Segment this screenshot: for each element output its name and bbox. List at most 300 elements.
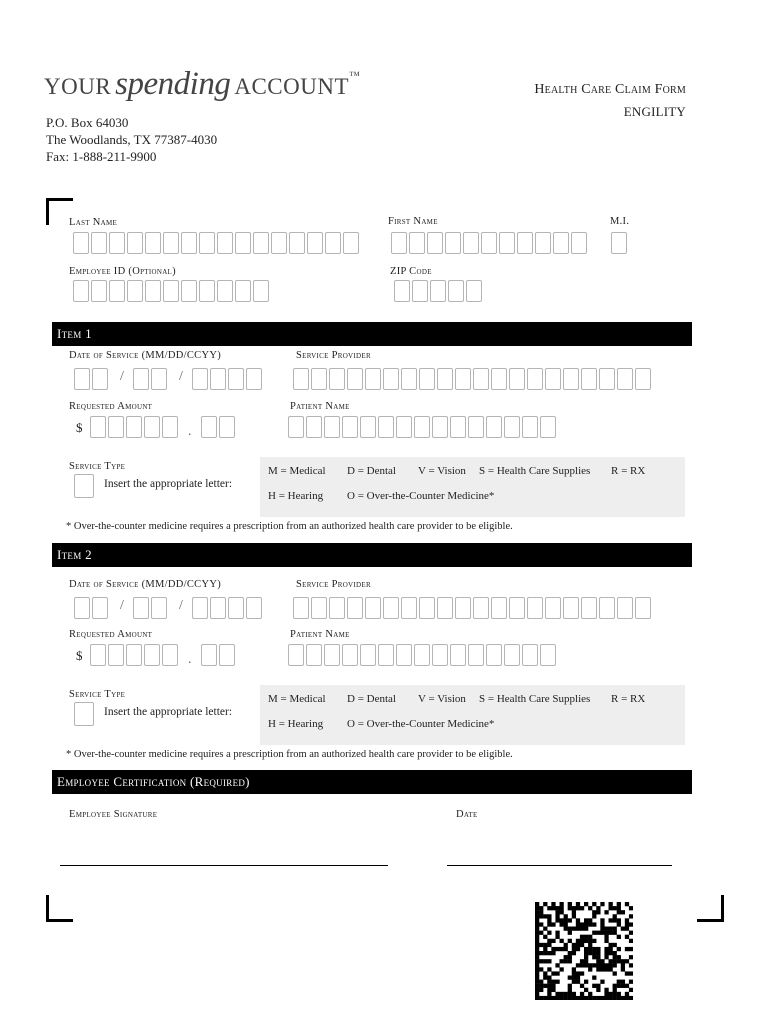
char-box[interactable]: [289, 232, 305, 254]
item-2-patient-field[interactable]: [288, 644, 558, 668]
char-box[interactable]: [504, 416, 520, 438]
char-box[interactable]: [311, 597, 327, 619]
char-box[interactable]: [219, 644, 235, 666]
char-box[interactable]: [401, 597, 417, 619]
barcode-module: [600, 980, 604, 984]
char-box[interactable]: [450, 644, 466, 666]
char-box[interactable]: [246, 597, 262, 619]
barcode-module: [535, 927, 539, 931]
item-1-patient-field[interactable]: [288, 416, 558, 440]
char-box[interactable]: [91, 232, 107, 254]
barcode-module: [539, 967, 543, 971]
barcode-module: [592, 951, 596, 955]
item-2-year-field[interactable]: [192, 597, 264, 621]
char-box[interactable]: [144, 416, 160, 438]
code-otc: O = Over-the-Counter Medicine*: [347, 490, 495, 502]
barcode-module: [547, 951, 551, 955]
barcode-module: [629, 947, 633, 951]
barcode-module: [535, 988, 539, 992]
item-2-service-type-label: Service Type: [69, 689, 126, 700]
char-box[interactable]: [329, 368, 345, 390]
barcode-module: [560, 902, 564, 906]
char-box[interactable]: [109, 232, 125, 254]
item-2-patient-label: Patient Name: [290, 629, 350, 640]
char-box[interactable]: [509, 597, 525, 619]
barcode-module: [613, 988, 617, 992]
char-box[interactable]: [342, 416, 358, 438]
barcode-module: [596, 906, 600, 910]
char-box[interactable]: [217, 280, 233, 302]
barcode-module: [535, 931, 539, 935]
barcode-module: [592, 902, 596, 906]
barcode-module: [572, 947, 576, 951]
char-box[interactable]: [448, 280, 464, 302]
barcode-module: [551, 906, 555, 910]
barcode-module: [539, 951, 543, 955]
item-2-day-field[interactable]: [133, 597, 169, 621]
char-box[interactable]: [144, 644, 160, 666]
item-1-year-field[interactable]: [192, 368, 264, 392]
first-name-field[interactable]: [391, 232, 589, 256]
barcode-module: [564, 947, 568, 951]
barcode-module: [551, 980, 555, 984]
barcode-module: [580, 996, 584, 1000]
char-box[interactable]: [365, 368, 381, 390]
barcode-module: [600, 959, 604, 963]
barcode-module: [535, 918, 539, 922]
char-box[interactable]: [427, 232, 443, 254]
barcode-module: [543, 943, 547, 947]
char-box[interactable]: [499, 232, 515, 254]
item-2-date-slash-2: /: [179, 598, 183, 613]
char-box[interactable]: [412, 280, 428, 302]
char-box[interactable]: [342, 644, 358, 666]
char-box[interactable]: [437, 597, 453, 619]
char-box[interactable]: [486, 416, 502, 438]
zip-code-field[interactable]: [394, 280, 484, 304]
char-box[interactable]: [192, 597, 208, 619]
corner-mark-bottom-right: [697, 895, 724, 922]
barcode-module: [596, 931, 600, 935]
char-box[interactable]: [181, 280, 197, 302]
char-box[interactable]: [527, 597, 543, 619]
char-box[interactable]: [396, 644, 412, 666]
barcode-module: [560, 947, 564, 951]
char-box[interactable]: [450, 416, 466, 438]
barcode-module: [551, 939, 555, 943]
item-1-provider-label: Service Provider: [296, 350, 371, 361]
char-box[interactable]: [306, 644, 322, 666]
char-box[interactable]: [126, 644, 142, 666]
char-box[interactable]: [288, 644, 304, 666]
char-box[interactable]: [199, 280, 215, 302]
char-box[interactable]: [192, 368, 208, 390]
barcode-module: [564, 992, 568, 996]
barcode-module: [535, 935, 539, 939]
char-box[interactable]: [635, 368, 651, 390]
barcode-module: [535, 914, 539, 918]
barcode-module: [572, 980, 576, 984]
char-box[interactable]: [491, 368, 507, 390]
barcode-module: [555, 980, 559, 984]
item-1-service-type-field[interactable]: [74, 474, 96, 498]
barcode-module: [600, 922, 604, 926]
char-box[interactable]: [253, 232, 269, 254]
char-box[interactable]: [271, 232, 287, 254]
char-box[interactable]: [324, 416, 340, 438]
barcode-module: [547, 943, 551, 947]
barcode-module: [539, 980, 543, 984]
char-box[interactable]: [419, 368, 435, 390]
barcode-module: [604, 963, 608, 967]
logo-word-your: YOUR: [44, 74, 112, 99]
barcode-module: [568, 939, 572, 943]
char-box[interactable]: [92, 368, 108, 390]
barcode-module: [564, 943, 568, 947]
char-box[interactable]: [522, 644, 538, 666]
barcode-module: [568, 951, 572, 955]
char-box[interactable]: [201, 416, 217, 438]
barcode-module: [555, 935, 559, 939]
barcode-module: [535, 955, 539, 959]
barcode-module: [572, 943, 576, 947]
char-box[interactable]: [391, 232, 407, 254]
barcode-module: [576, 906, 580, 910]
char-box[interactable]: [126, 416, 142, 438]
char-box[interactable]: [133, 597, 149, 619]
item-1-month-field[interactable]: [74, 368, 110, 392]
char-box[interactable]: [473, 597, 489, 619]
char-box[interactable]: [293, 597, 309, 619]
barcode-module: [596, 951, 600, 955]
item-1-provider-field[interactable]: [293, 368, 653, 392]
barcode-module: [535, 947, 539, 951]
barcode-module: [613, 955, 617, 959]
char-box[interactable]: [383, 368, 399, 390]
char-box[interactable]: [133, 368, 149, 390]
barcode-module: [580, 927, 584, 931]
barcode-module: [535, 910, 539, 914]
employee-id-field[interactable]: [73, 280, 271, 304]
char-box[interactable]: [409, 232, 425, 254]
char-box[interactable]: [360, 644, 376, 666]
middle-initial-field[interactable]: [611, 232, 629, 256]
barcode-module: [539, 906, 543, 910]
barcode-module: [592, 910, 596, 914]
char-box[interactable]: [73, 232, 89, 254]
char-box[interactable]: [545, 368, 561, 390]
char-box[interactable]: [253, 280, 269, 302]
char-box[interactable]: [468, 644, 484, 666]
barcode-module: [543, 959, 547, 963]
code-vision: V = Vision: [418, 693, 466, 705]
char-box[interactable]: [635, 597, 651, 619]
logo-word-account: ACCOUNT: [234, 74, 350, 99]
char-box[interactable]: [145, 280, 161, 302]
barcode-module: [564, 918, 568, 922]
char-box[interactable]: [545, 597, 561, 619]
barcode-module: [629, 996, 633, 1000]
code-dental: D = Dental: [347, 693, 396, 705]
code-hearing: H = Hearing: [268, 718, 324, 730]
item-1-date-label: Date of Service (MM/DD/CCYY): [69, 350, 222, 361]
char-box[interactable]: [466, 280, 482, 302]
barcode-module: [560, 910, 564, 914]
barcode-module: [588, 992, 592, 996]
barcode-module: [572, 927, 576, 931]
char-box[interactable]: [491, 597, 507, 619]
char-box[interactable]: [228, 368, 244, 390]
barcode-module: [535, 951, 539, 955]
char-box[interactable]: [581, 597, 597, 619]
signature-label: Employee Signature: [69, 809, 158, 820]
signature-line[interactable]: [60, 865, 388, 866]
char-box[interactable]: [414, 644, 430, 666]
char-box[interactable]: [151, 597, 167, 619]
char-box[interactable]: [540, 644, 556, 666]
char-box[interactable]: [563, 597, 579, 619]
char-box[interactable]: [437, 368, 453, 390]
barcode-module: [535, 959, 539, 963]
char-box[interactable]: [540, 416, 556, 438]
item-1-header: Item 1: [52, 322, 692, 346]
char-box[interactable]: [210, 368, 226, 390]
barcode-module: [617, 980, 621, 984]
char-box[interactable]: [74, 368, 90, 390]
char-box[interactable]: [127, 280, 143, 302]
barcode-module: [617, 902, 621, 906]
barcode-module: [609, 959, 613, 963]
char-box[interactable]: [347, 597, 363, 619]
barcode-module: [596, 967, 600, 971]
char-box[interactable]: [181, 232, 197, 254]
barcode-module: [568, 984, 572, 988]
barcode-module: [596, 955, 600, 959]
barcode-module: [543, 984, 547, 988]
char-box[interactable]: [73, 280, 89, 302]
char-box[interactable]: [468, 416, 484, 438]
char-box[interactable]: [90, 644, 106, 666]
char-box[interactable]: [553, 232, 569, 254]
company-name: ENGILITY: [623, 104, 686, 119]
char-box[interactable]: [378, 416, 394, 438]
char-box[interactable]: [504, 644, 520, 666]
address-line-2: The Woodlands, TX 77387-4030: [46, 132, 218, 147]
barcode-module: [613, 906, 617, 910]
barcode-module: [584, 996, 588, 1000]
char-box[interactable]: [527, 368, 543, 390]
barcode-module: [609, 931, 613, 935]
char-box[interactable]: [571, 232, 587, 254]
char-box[interactable]: [611, 232, 627, 254]
employee-id-label: Employee ID (Optional): [69, 266, 176, 277]
item-2-cents-field[interactable]: [201, 644, 237, 668]
char-box[interactable]: [617, 597, 633, 619]
char-box[interactable]: [127, 232, 143, 254]
char-box[interactable]: [473, 368, 489, 390]
barcode-module: [604, 939, 608, 943]
char-box[interactable]: [210, 597, 226, 619]
char-box[interactable]: [201, 644, 217, 666]
barcode-module: [543, 971, 547, 975]
char-box[interactable]: [324, 644, 340, 666]
char-box[interactable]: [343, 232, 359, 254]
char-box[interactable]: [522, 416, 538, 438]
char-box[interactable]: [199, 232, 215, 254]
char-box[interactable]: [563, 368, 579, 390]
char-box[interactable]: [535, 232, 551, 254]
char-box[interactable]: [162, 416, 178, 438]
char-box[interactable]: [288, 416, 304, 438]
char-box[interactable]: [432, 416, 448, 438]
char-box[interactable]: [311, 368, 327, 390]
char-box[interactable]: [419, 597, 435, 619]
char-box[interactable]: [92, 597, 108, 619]
char-box[interactable]: [235, 232, 251, 254]
barcode-module: [625, 918, 629, 922]
char-box[interactable]: [325, 232, 341, 254]
char-box[interactable]: [228, 597, 244, 619]
char-box[interactable]: [517, 232, 533, 254]
item-2-header: Item 2: [52, 543, 692, 567]
barcode-module: [576, 996, 580, 1000]
item-1-dollars-field[interactable]: [90, 416, 180, 440]
char-box[interactable]: [414, 416, 430, 438]
char-box[interactable]: [91, 280, 107, 302]
char-box[interactable]: [360, 416, 376, 438]
item-2-provider-field[interactable]: [293, 597, 653, 621]
barcode-module: [588, 918, 592, 922]
barcode-module: [555, 914, 559, 918]
barcode-module: [584, 939, 588, 943]
item-1-cents-field[interactable]: [201, 416, 237, 440]
barcode-module: [621, 980, 625, 984]
char-box[interactable]: [151, 368, 167, 390]
char-box[interactable]: [235, 280, 251, 302]
barcode-module: [592, 947, 596, 951]
char-box[interactable]: [396, 416, 412, 438]
barcode-module: [617, 922, 621, 926]
barcode-module: [551, 902, 555, 906]
barcode-module: [564, 996, 568, 1000]
barcode-module: [551, 988, 555, 992]
barcode-module: [551, 996, 555, 1000]
char-box[interactable]: [74, 597, 90, 619]
barcode-module: [629, 931, 633, 935]
char-box[interactable]: [599, 368, 615, 390]
certification-header: Employee Certification (Required): [52, 770, 692, 794]
item-1-day-field[interactable]: [133, 368, 169, 392]
char-box[interactable]: [246, 368, 262, 390]
char-box[interactable]: [383, 597, 399, 619]
char-box[interactable]: [163, 232, 179, 254]
barcode-module: [560, 922, 564, 926]
char-box[interactable]: [145, 232, 161, 254]
barcode-module: [572, 996, 576, 1000]
char-box[interactable]: [581, 368, 597, 390]
char-box[interactable]: [378, 644, 394, 666]
barcode-module: [547, 939, 551, 943]
char-box[interactable]: [455, 368, 471, 390]
char-box[interactable]: [401, 368, 417, 390]
barcode-module: [629, 971, 633, 975]
barcode-module: [592, 976, 596, 980]
barcode-module: [629, 914, 633, 918]
barcode-module: [609, 992, 613, 996]
char-box[interactable]: [347, 368, 363, 390]
barcode-module: [535, 996, 539, 1000]
char-box[interactable]: [162, 644, 178, 666]
char-box[interactable]: [108, 416, 124, 438]
barcode-module: [609, 967, 613, 971]
barcode-module: [588, 951, 592, 955]
char-box[interactable]: [108, 644, 124, 666]
barcode-module: [572, 914, 576, 918]
date-line[interactable]: [447, 865, 672, 866]
barcode-module: [564, 927, 568, 931]
first-name-label: First Name: [388, 216, 438, 227]
item-1-service-codes-panel: [260, 457, 685, 517]
char-box[interactable]: [329, 597, 345, 619]
barcode-module: [572, 976, 576, 980]
char-box[interactable]: [599, 597, 615, 619]
item-1-dollar-sign: $: [76, 420, 83, 435]
barcode-module: [617, 935, 621, 939]
char-box[interactable]: [219, 416, 235, 438]
char-box[interactable]: [445, 232, 461, 254]
char-box[interactable]: [455, 597, 471, 619]
char-box[interactable]: [306, 416, 322, 438]
item-1-otc-note: * Over-the-counter medicine requires a prescription from an authorized health care provider to be eligible.: [66, 521, 513, 532]
barcode-module: [547, 906, 551, 910]
barcode-module: [543, 927, 547, 931]
barcode-module: [576, 943, 580, 947]
char-box[interactable]: [481, 232, 497, 254]
barcode-module: [600, 902, 604, 906]
barcode-module: [560, 967, 564, 971]
char-box[interactable]: [90, 416, 106, 438]
barcode-module: [604, 992, 608, 996]
logo-word-spending: spending: [115, 66, 231, 102]
char-box[interactable]: [307, 232, 323, 254]
barcode-module: [543, 935, 547, 939]
char-box[interactable]: [394, 280, 410, 302]
barcode-module: [547, 918, 551, 922]
char-box[interactable]: [217, 232, 233, 254]
char-box[interactable]: [486, 644, 502, 666]
char-box[interactable]: [432, 644, 448, 666]
char-box[interactable]: [430, 280, 446, 302]
char-box[interactable]: [617, 368, 633, 390]
item-2-service-type-field[interactable]: [74, 702, 96, 726]
barcode-module: [539, 984, 543, 988]
char-box[interactable]: [163, 280, 179, 302]
char-box[interactable]: [509, 368, 525, 390]
barcode-module: [629, 963, 633, 967]
item-2-dollars-field[interactable]: [90, 644, 180, 668]
char-box[interactable]: [109, 280, 125, 302]
barcode-module: [547, 988, 551, 992]
last-name-field[interactable]: [73, 232, 361, 256]
char-box[interactable]: [365, 597, 381, 619]
barcode-module: [551, 984, 555, 988]
char-box[interactable]: [293, 368, 309, 390]
barcode-module: [592, 939, 596, 943]
barcode-module: [588, 947, 592, 951]
char-box[interactable]: [463, 232, 479, 254]
barcode-module: [592, 955, 596, 959]
item-2-month-field[interactable]: [74, 597, 110, 621]
